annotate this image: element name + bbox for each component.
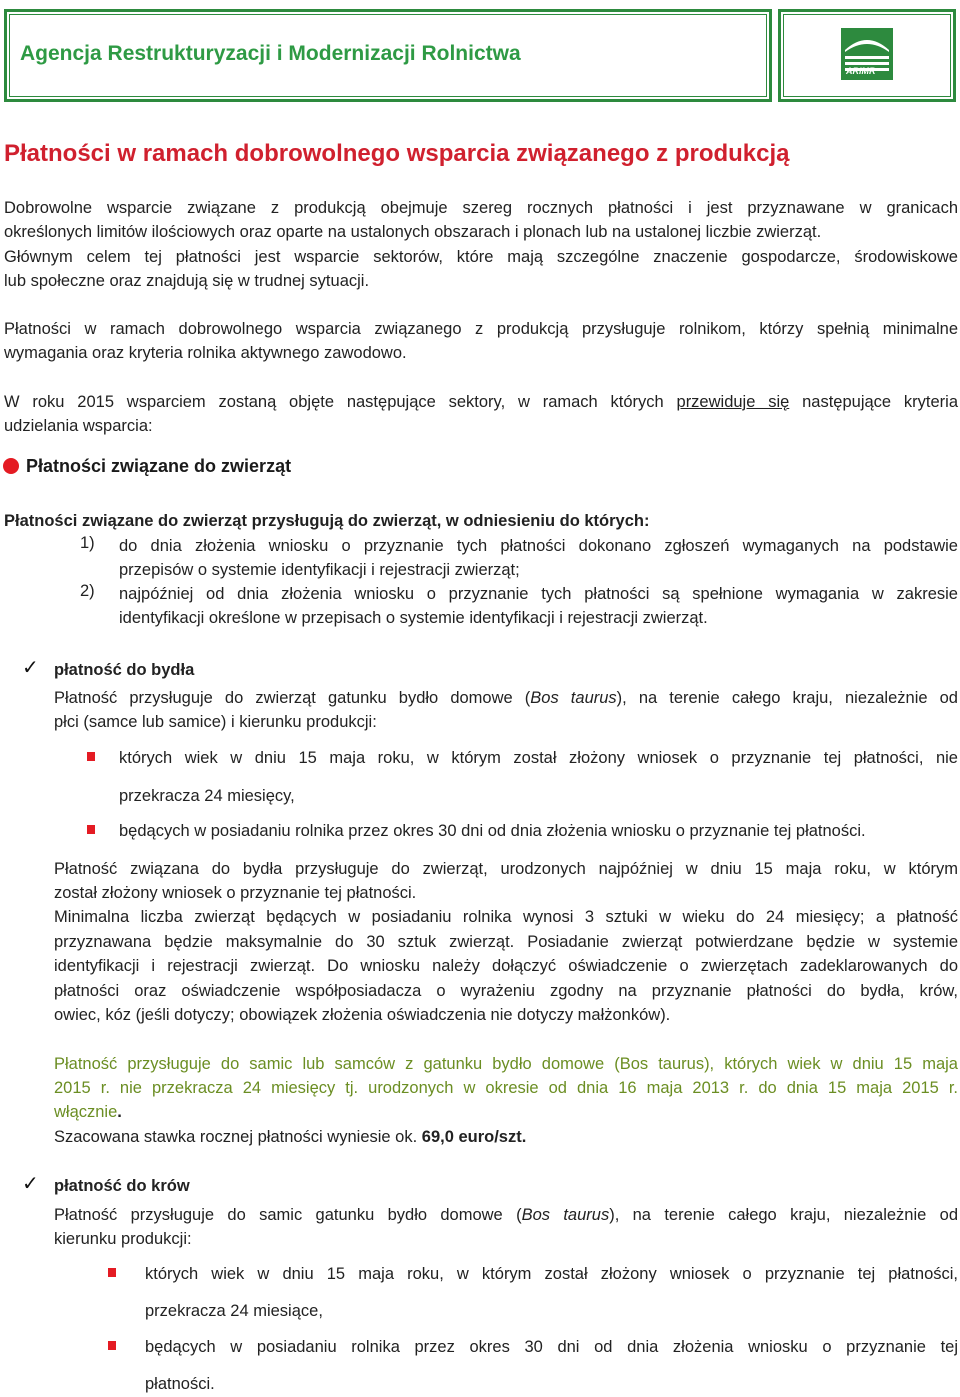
checkmark-icon: ✓: [22, 657, 39, 679]
krowy-line1-a: Płatność przysługuje do samic gatunku bydło domowe (: [54, 1206, 522, 1224]
krowy-title: płatność do krów: [54, 1177, 190, 1195]
bydlo-line1: [54, 686, 958, 711]
p1-line4: lub społeczne oraz znajdują się w trudnej sytuacji.: [4, 272, 370, 290]
bydlo-para-line2: został złożony wniosek o przyznanie tej płatności.: [54, 884, 417, 902]
p3-line2: udzielania wsparcia:: [4, 417, 153, 435]
bydlo-line1-a: Płatność przysługuje do zwierząt gatunku bydło domowe (: [54, 689, 531, 707]
item2-line2: identyfikacji określone w przepisach o systemie identyfikacji i rejestracji zwierząt.: [119, 609, 708, 627]
krowy-line1-b: ), na terenie całego kraju, niezależnie od: [609, 1206, 959, 1224]
item2-line1: najpóźniej od dnia złożenia wniosku o przyznanie tych płatności są spełnione wymagania w zakresie: [119, 585, 958, 603]
red-square-bullet-icon: [87, 752, 95, 761]
p3-line1: [4, 390, 958, 415]
p1-line1: Dobrowolne wsparcie związane z produkcją obejmuje szereg rocznych płatności i jest przyznawane w granicach: [4, 199, 958, 217]
logo-text: ARiMR: [846, 66, 876, 76]
bydlo-bullet1-line1: których wiek w dniu 15 maja roku, w którym został złożony wniosek o przyznanie tej płatności, nie: [119, 749, 958, 767]
bydlo-para-line5: identyfikacji i rejestracji zwierząt. Do wniosku należy dołączyć oświadczenie o zwierzętach zadeklarowanych do: [54, 957, 958, 975]
p3-text-a: W roku 2015 wsparciem zostaną objęte następujące sektory, w ramach których: [4, 393, 677, 411]
bydlo-bullet2: będących w posiadaniu rolnika przez okres 30 dni od dnia złożenia wniosku o przyznanie tej płatności.: [119, 822, 866, 840]
page-header: [0, 0, 960, 110]
bydlo-bullet1-line2: przekracza 24 miesięcy,: [119, 787, 295, 805]
bydlo-green-line1: Płatność przysługuje do samic lub samców z gatunku bydło domowe (Bos taurus), których wiek w dniu 15 maja: [54, 1055, 958, 1073]
bydlo-para-line7: owiec, kóz (jeśli dotyczy; obowiązek złożenia oświadczenia nie dotyczy małżonków).: [54, 1006, 671, 1024]
krowy-bullet2-line2: płatności.: [145, 1375, 215, 1393]
p2-line1: Płatności w ramach dobrowolnego wsparcia związanego z produkcją przysługuje rolnikom, którzy spełnią minimalne: [4, 320, 958, 338]
bydlo-rate-value: 69,0 euro/szt.: [421, 1128, 527, 1146]
bydlo-line2: płci (samce lub samice) i kierunku produkcji:: [54, 713, 377, 731]
section-title: Płatności związane do zwierząt: [26, 456, 292, 476]
p3-text-b: następujące kryteria: [789, 393, 958, 411]
bydlo-para-line6: płatności oraz oświadczenie współposiadacza o wyrażeniu zgodny na przyznanie płatności do bydła, krów,: [54, 982, 958, 1000]
bydlo-green-inclusive: włącznie: [54, 1103, 118, 1121]
checkmark-icon: ✓: [22, 1173, 39, 1195]
bydlo-latin-name: Bos taurus: [530, 689, 617, 707]
p1-line3: Głównym celem tej płatności jest wsparcie sektorów, które mają szczególne znaczenie gospodarcze, środowiskowe: [4, 248, 958, 266]
krowy-bullet1-line1: których wiek w dniu 15 maja roku, w którym został złożony wniosek o przyznanie tej płatności,: [145, 1265, 958, 1283]
p3-underlined: przewiduje się: [676, 393, 790, 411]
item1-number: 1): [80, 534, 95, 552]
bydlo-title: płatność do bydła: [54, 661, 195, 679]
page-title: Płatności w ramach dobrowolnego wsparcia związanego z produkcją: [4, 140, 790, 167]
red-square-bullet-icon: [108, 1268, 116, 1277]
p2-line2: wymagania oraz kryteria rolnika aktywnego zawodowo.: [4, 344, 407, 362]
bydlo-green-line3: [54, 1100, 958, 1125]
red-square-bullet-icon: [87, 825, 95, 834]
bydlo-rate: [54, 1125, 958, 1150]
bydlo-para-line1: Płatność związana do bydła przysługuje do zwierząt, urodzonych najpóźniej w dniu 15 maja roku, w którym: [54, 860, 958, 878]
p1-line2: określonych limitów ilościowych oraz oparte na ustalonych obszarach i plonach lub na ustalonej liczbie zwierząt.: [4, 223, 822, 241]
bydlo-line1-b: ), na terenie całego kraju, niezależnie od: [616, 689, 958, 707]
bydlo-green-period: .: [117, 1103, 122, 1121]
item1-line2: przepisów o systemie identyfikacji i rejestracji zwierząt;: [119, 561, 520, 579]
bydlo-para-line3: Minimalna liczba zwierząt będących w posiadaniu rolnika wynosi 3 sztuki w wieku do 24 miesięcy; a płatność: [54, 908, 958, 926]
red-bullet-icon: [3, 458, 19, 474]
bydlo-para-line4: przyznawana będzie maksymalnie do 30 sztuk zwierząt. Posiadanie zwierząt potwierdzane będzie w systemie: [54, 933, 958, 951]
krowy-line2: kierunku produkcji:: [54, 1230, 192, 1248]
krowy-bullet2-line1: będących w posiadaniu rolnika przez okres 30 dni od dnia złożenia wniosku o przyznanie tej: [145, 1338, 958, 1356]
krowy-line1: [54, 1203, 958, 1228]
bydlo-rate-label: Szacowana stawka rocznej płatności wyniesie ok.: [54, 1128, 422, 1146]
krowy-bullet1-line2: przekracza 24 miesiące,: [145, 1302, 323, 1320]
bydlo-green-line2: 2015 r. nie przekracza 24 miesięcy tj. urodzonych w okresie od dnia 16 maja 2013 r. do dnia 15 maja 2015 r.: [54, 1079, 958, 1097]
krowy-latin-name: Bos taurus: [521, 1206, 610, 1224]
red-square-bullet-icon: [108, 1341, 116, 1350]
intro-bold: Płatności związane do zwierząt przysługują do zwierząt, w odniesieniu do których:: [4, 512, 650, 530]
header-title: Agencja Restrukturyzacji i Modernizacji Rolnictwa: [20, 42, 521, 65]
item2-number: 2): [80, 582, 95, 600]
item1-line1: do dnia złożenia wniosku o przyznanie tych płatności dokonano zgłoszeń wymaganych na podstawie: [119, 537, 958, 555]
